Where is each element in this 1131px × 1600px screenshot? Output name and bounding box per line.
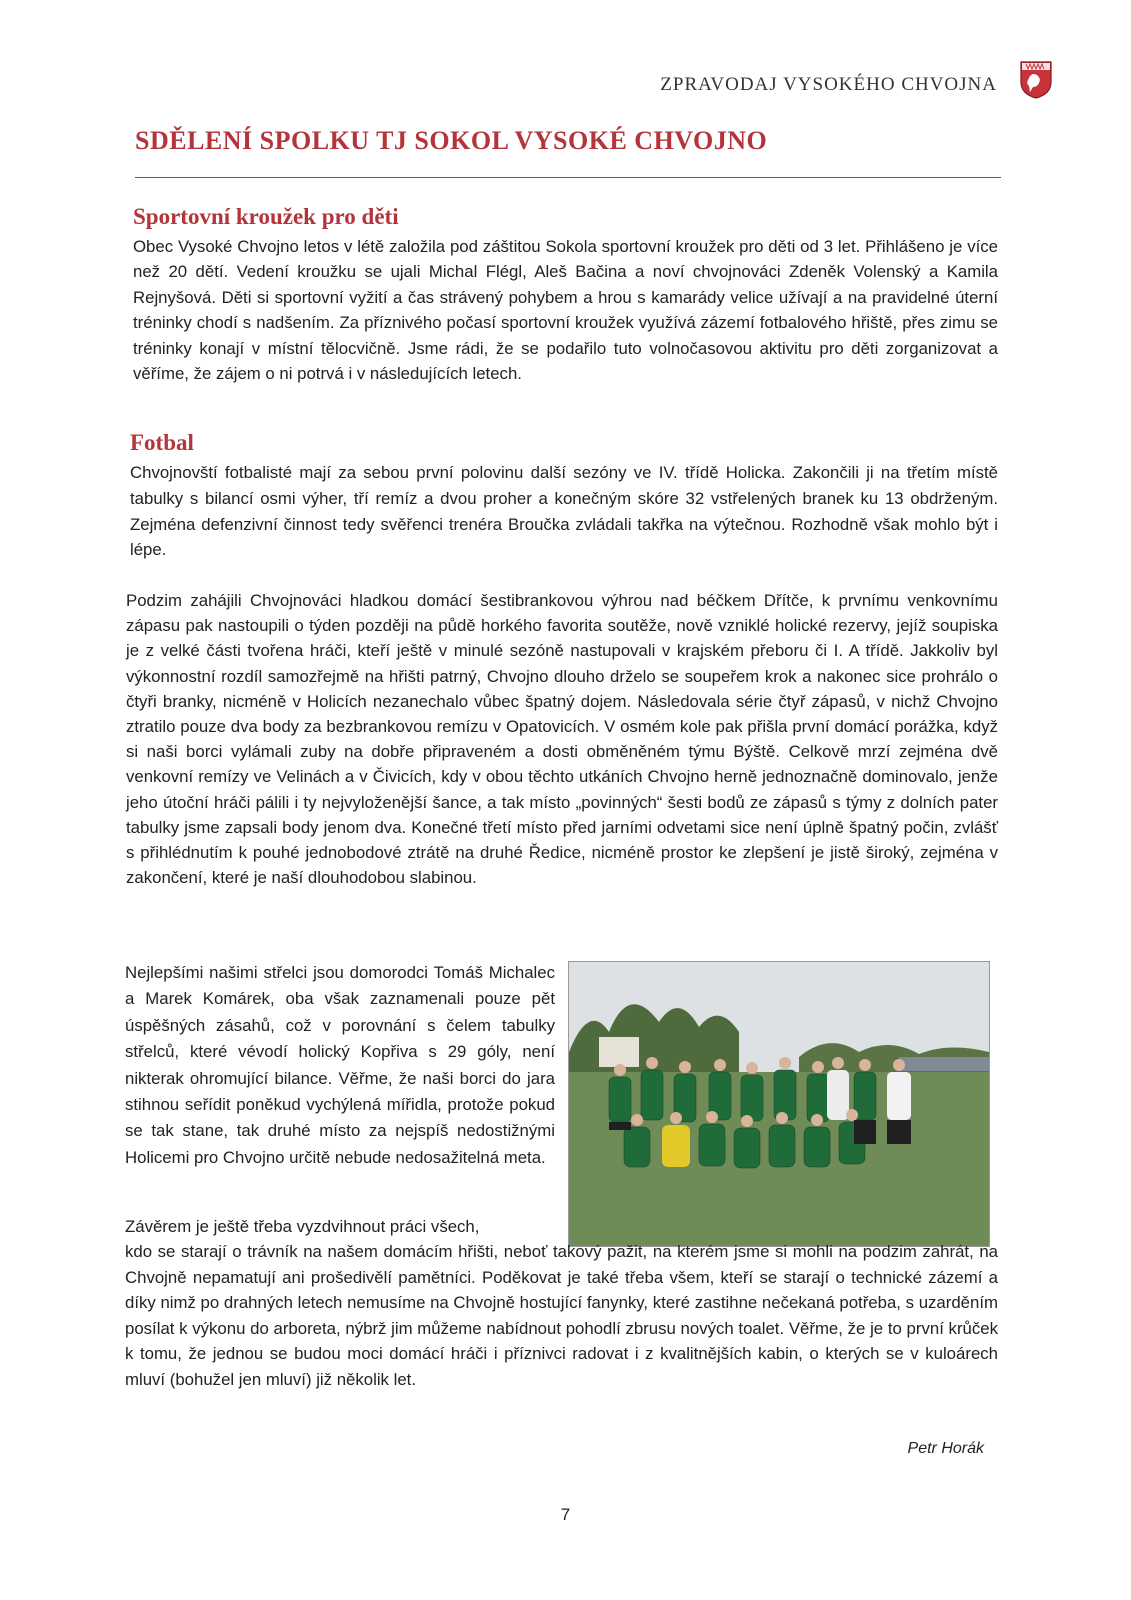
football-paragraph-1: Chvojnovští fotbalisté mají za sebou první polovinu další sezóny ve IV. třídě Holicka. Zakončili ji na třetím místě tabulky s bilancí osmi výher, tří remíz a dvou proher a konečným skóre 32 vstřelených branek ku 13 obdrženým. Zejména defenzivní činnost tedy svěřenci trenéra Broučka zvládali takřka na výtečnou. Rozhodně však mohlo být i lépe. bbox=[130, 463, 998, 560]
football-paragraph-4-start: Závěrem je ještě třeba vyzdvihnout práci všech, bbox=[125, 1217, 480, 1236]
football-paragraph-4: kdo se starají o trávník na našem domácím hřišti, neboť takový pažit, na kterém jsme si mohli na podzim zahrát, na Chvojně nepamatují ani prošedivělí pamětníci. Poděkovat je také třeba všem, kteří se starají o technické zázemí a díky nimž po drahných letech nemusíme na Chvojně hostující fanynky, které zastihne nečekaná potřeba, s uzarděním posílat k výkonu do arboreta, nýbrž jim můžeme nabídnout pohodlí zbrusu nových toalet. Věřme, že je to první krůček k tomu, že jednou se budou moci domácí hráči i příznivci radovat i z kvalitnějších kabin, o kterých se v kuloárech mluví (bohužel jen mluví) již několik let. bbox=[125, 1242, 998, 1389]
team-photo bbox=[568, 961, 990, 1247]
kids-paragraph: Obec Vysoké Chvojno letos v létě založila pod záštitou Sokola sportovní kroužek pro děti od 3 let. Přihlášeno je více než 20 dětí. Vedení kroužku se ujali Michal Flégl, Aleš Bačina a noví chvojnováci Zdeněk Volenský a Kamila Rejnyšová. Děti si sportovní vyžití a čas strávený pohybem a hrou s kamarády velice užívají a na pravidelné úterní tréninky chodí s nadšením. Za příznivého počasí sportovní kroužek využívá zázemí fotbalového hřiště, přes zimu se tréninky konají v místní tělocvičně. Jsme rádi, že se podařilo tuto volnočasovou aktivitu pro děti zorganizovat a věříme, že zájem o ni potrvá i v následujících letech. bbox=[133, 237, 998, 384]
author-signature: Petr Horák bbox=[907, 1440, 984, 1457]
football-paragraph-2: Podzim zahájili Chvojnováci hladkou domácí šestibrankovou výhrou nad béčkem Dřítče, k prvnímu venkovnímu zápasu pak nastoupili o týden později na půdě horkého favorita soutěže, nově vzniklé holické rezervy, jejíž soupiska je z velké části tvořena hráči, kteří ještě v minulé sezóně nastupovali v krajském přeboru či I. A třídě. Jakkoliv byl výkonnostní rozdíl samozřejmě na hřišti patrný, Chvojno dlouho drželo se soupeřem krok a nakonec sice prohrálo o čtyři branky, nicméně v Holicích nezanechalo vůbec špatný dojem. Následovala série čtyř zápasů, v nichž Chvojno ztratilo pouze dva body za bezbrankovou remízu v Opatovicích. V osmém kole pak přišla první domácí porážka, když si naši borci vylámali zuby na dobře připraveném a dosti obměněném týmu Býště. Celkově mrzí zejména dvě venkovní remízy ve Velinách a v Čivicích, kdy v obou těchto utkáních Chvojno herně jednoznačně dominovalo, jenže jeho útoční hráči pálili i ty nejvyloženější šance, a tak místo „povinných“ šesti bodů ze zápasů s týmy z dolních pater tabulky jsme zapsali body jenom dva. Konečné třetí místo před jarními odvetami sice není úplně špatný počin, zvlášť s přihlédnutím k pouhé jednobodové ztrátě na druhé Ředice, nicméně prostor ke zlepšení je jistě široký, zejména v zakončení, které je naší dlouhodobou slabinou. bbox=[126, 591, 998, 888]
header-title: ZPRAVODAJ VYSOKÉHO CHVOJNA bbox=[660, 74, 997, 95]
football-heading: Fotbal bbox=[130, 430, 194, 455]
football-paragraph-3: Nejlepšími našimi střelci jsou domorodci Tomáš Michalec a Marek Komárek, oba však zaznamenali pouze pět úspěšných zásahů, což v porovnání s čelem tabulky střelců, které vévodí holický Kopřiva s 29 góly, není nikterak ohromující bilance. Věřme, že naši borci do jara stihnou seřídit poněkud vychýlená mířidla, protože pokud se tak stane, tak druhé místo za nejspíš nedostižnými Holicemi pro Chvojno určitě nebude nedosažitelná meta. bbox=[125, 963, 555, 1167]
section-title: SDĚLENÍ SPOLKU TJ SOKOL VYSOKÉ CHVOJNO bbox=[135, 126, 768, 155]
team-photo-image bbox=[569, 962, 989, 1246]
coat-of-arms-icon bbox=[1019, 60, 1053, 100]
page-number: 7 bbox=[560, 1505, 571, 1524]
title-rule bbox=[135, 177, 1001, 178]
kids-heading: Sportovní kroužek pro děti bbox=[133, 204, 399, 229]
